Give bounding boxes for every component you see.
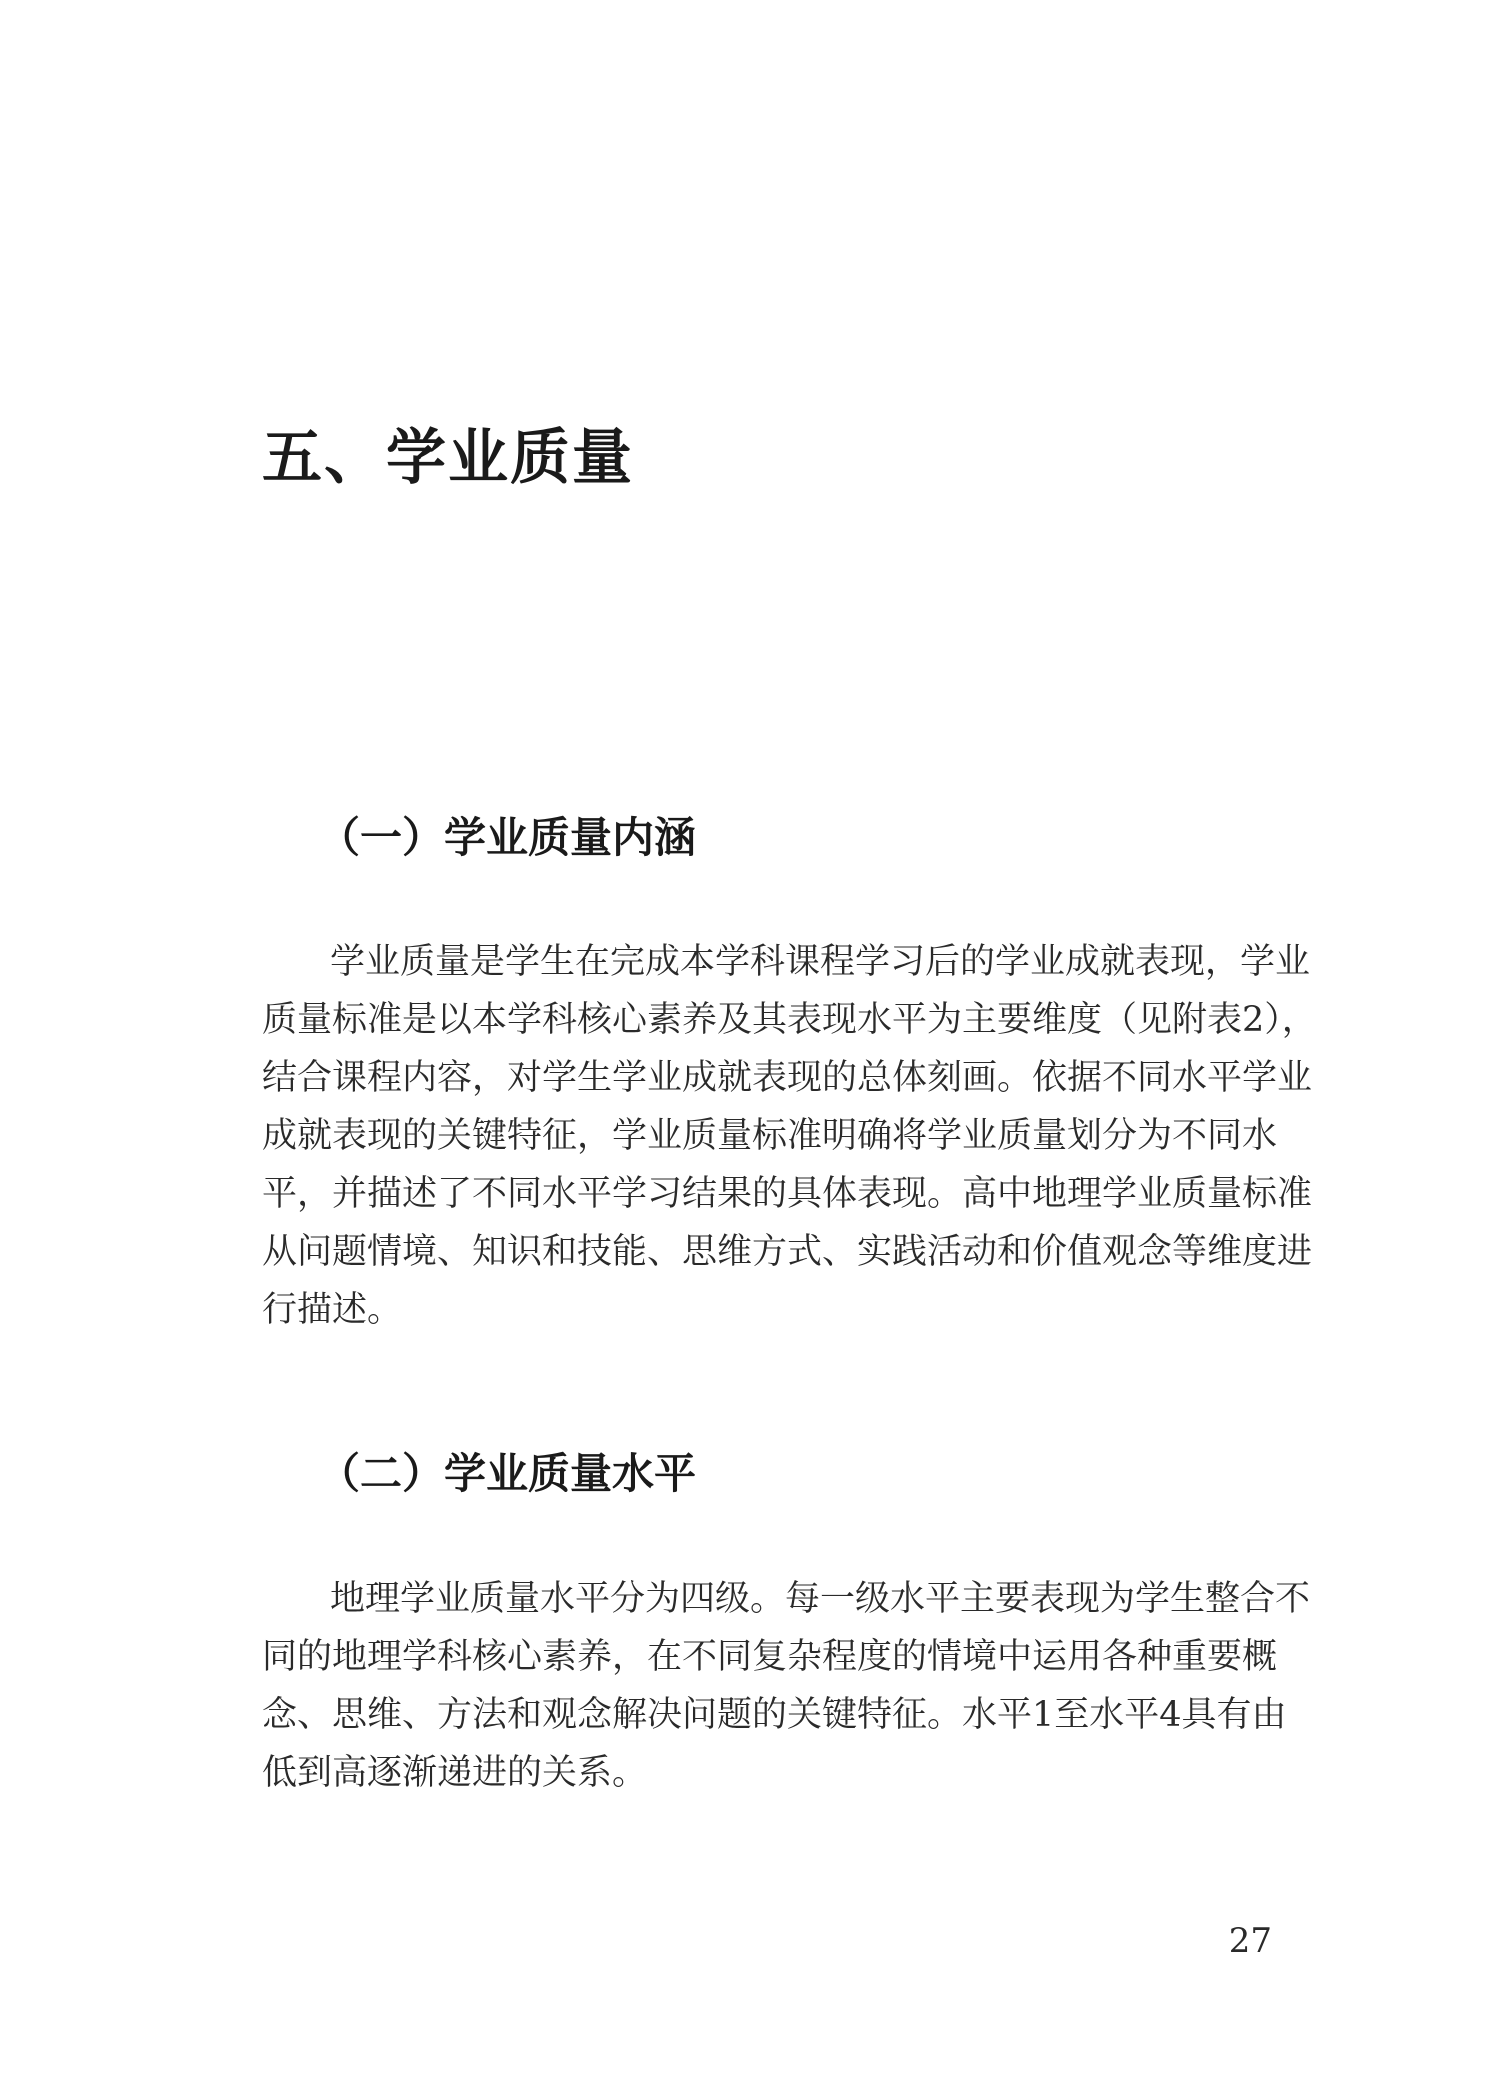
section-heading-2: （二）学业质量水平	[318, 1449, 697, 1498]
paragraph-line: 念、思维、方法和观念解决问题的关键特征。水平1至水平4具有由	[262, 1695, 1287, 1735]
section-2-paragraph	[262, 1570, 1311, 1802]
chapter-title: 五、学业质量	[262, 423, 634, 493]
paragraph-line: 行描述。	[262, 1290, 403, 1330]
paragraph-line: 地理学业质量水平分为四级。每一级水平主要表现为学生整合不	[330, 1579, 1311, 1619]
paragraph-line: 学业质量是学生在完成本学科课程学习后的学业成就表现，学业	[330, 942, 1311, 982]
paragraph-line: 结合课程内容，对学生学业成就表现的总体刻画。依据不同水平学业	[262, 1058, 1313, 1098]
section-heading-1: （一）学业质量内涵	[318, 813, 697, 862]
paragraph-line: 平，并描述了不同水平学习结果的具体表现。高中地理学业质量标准	[262, 1174, 1313, 1214]
paragraph-line: 低到高逐渐递进的关系。	[262, 1753, 648, 1793]
paragraph-line: 从问题情境、知识和技能、思维方式、实践活动和价值观念等维度进	[262, 1232, 1313, 1272]
paragraph-line: 成就表现的关键特征，学业质量标准明确将学业质量划分为不同水	[262, 1116, 1278, 1156]
section-1-paragraph	[262, 933, 1317, 1339]
paragraph-line: 同的地理学科核心素养，在不同复杂程度的情境中运用各种重要概	[262, 1637, 1278, 1677]
paragraph-line: 质量标准是以本学科核心素养及其表现水平为主要维度（见附表2），	[262, 1000, 1317, 1040]
page-number: 27	[1228, 1921, 1272, 1961]
